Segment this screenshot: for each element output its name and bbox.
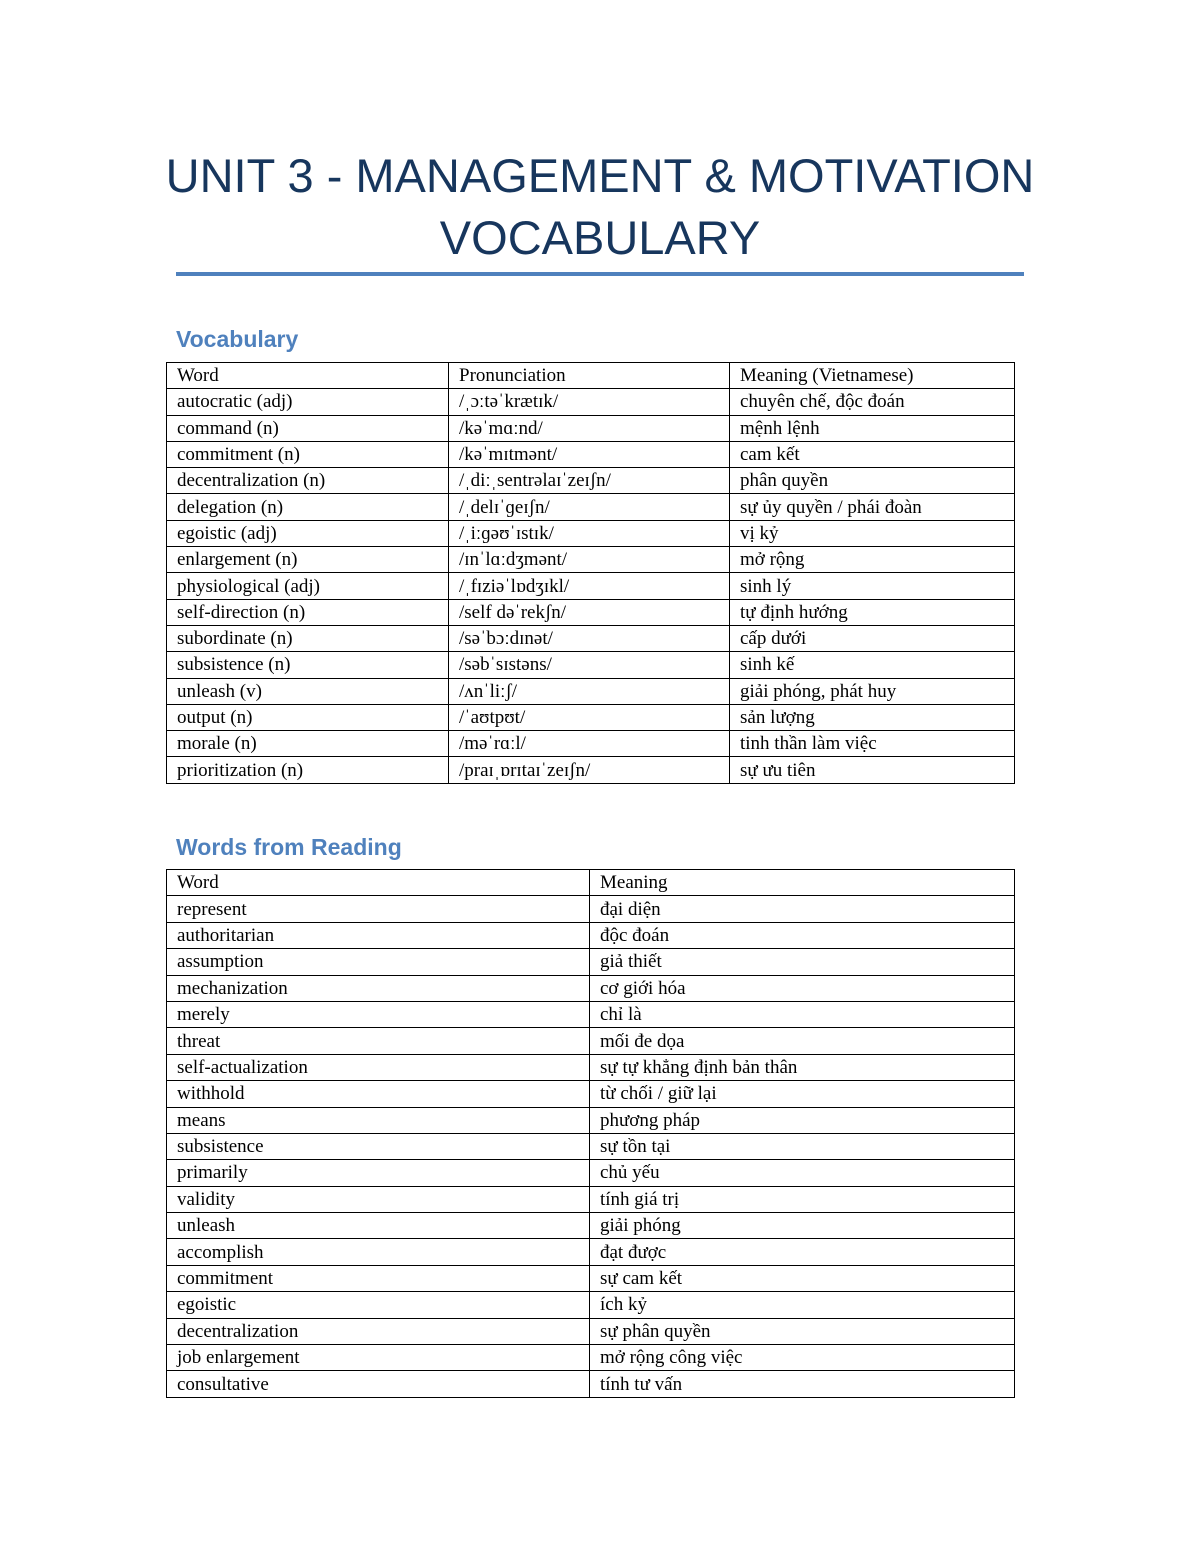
- pronunciation-cell: /praɪˌɒrɪtaɪˈzeɪʃn/: [449, 757, 730, 783]
- pronunciation-cell: /kəˈmɑːnd/: [449, 415, 730, 441]
- word-cell: validity: [167, 1186, 590, 1212]
- word-cell: commitment (n): [167, 441, 449, 467]
- meaning-cell: tự định hướng: [730, 599, 1015, 625]
- meaning-cell: giải phóng, phát huy: [730, 678, 1015, 704]
- word-cell: delegation (n): [167, 494, 449, 520]
- pronunciation-cell: /kəˈmɪtmənt/: [449, 441, 730, 467]
- meaning-cell: tính tư vấn: [590, 1371, 1015, 1397]
- word-cell: output (n): [167, 704, 449, 730]
- meaning-cell: đạt được: [590, 1239, 1015, 1265]
- word-cell: represent: [167, 896, 590, 922]
- pronunciation-cell: /ʌnˈliːʃ/: [449, 678, 730, 704]
- table-row: [167, 1001, 1015, 1027]
- reading-table: [166, 869, 1015, 1398]
- table-row: [167, 1345, 1015, 1371]
- table-row: [167, 547, 1015, 573]
- meaning-cell: sinh kế: [730, 652, 1015, 678]
- word-cell: command (n): [167, 415, 449, 441]
- table-row: [167, 1265, 1015, 1291]
- pronunciation-cell: /self dəˈrekʃn/: [449, 599, 730, 625]
- meaning-cell: sản lượng: [730, 704, 1015, 730]
- table-row: [167, 1292, 1015, 1318]
- meaning-cell: mở rộng công việc: [590, 1345, 1015, 1371]
- word-cell: unleash (v): [167, 678, 449, 704]
- table-row: [167, 731, 1015, 757]
- meaning-cell: phân quyền: [730, 468, 1015, 494]
- table-row: [167, 415, 1015, 441]
- word-cell: morale (n): [167, 731, 449, 757]
- meaning-cell: cấp dưới: [730, 625, 1015, 651]
- word-cell: withhold: [167, 1081, 590, 1107]
- meaning-cell: sự ưu tiên: [730, 757, 1015, 783]
- table-row: [167, 599, 1015, 625]
- title-line-1: UNIT 3 - MANAGEMENT & MOTIVATION: [165, 149, 1035, 202]
- table-row: [167, 1133, 1015, 1159]
- table-row: [167, 1213, 1015, 1239]
- table-row: [167, 389, 1015, 415]
- word-cell: autocratic (adj): [167, 389, 449, 415]
- word-cell: mechanization: [167, 975, 590, 1001]
- table-row: [167, 1028, 1015, 1054]
- table-row: [167, 625, 1015, 651]
- table-row: [167, 949, 1015, 975]
- word-cell: commitment: [167, 1265, 590, 1291]
- table-row: [167, 652, 1015, 678]
- meaning-cell: sự ủy quyền / phái đoàn: [730, 494, 1015, 520]
- table-row: [167, 975, 1015, 1001]
- meaning-cell: mệnh lệnh: [730, 415, 1015, 441]
- table-row: [167, 1371, 1015, 1397]
- meaning-cell: giả thiết: [590, 949, 1015, 975]
- meaning-cell: mở rộng: [730, 547, 1015, 573]
- word-cell: authoritarian: [167, 922, 590, 948]
- pronunciation-cell: /ˌiːɡəʊˈɪstɪk/: [449, 520, 730, 546]
- word-cell: unleash: [167, 1213, 590, 1239]
- meaning-cell: giải phóng: [590, 1213, 1015, 1239]
- meaning-cell: ích kỷ: [590, 1292, 1015, 1318]
- table-header-row: [167, 870, 1015, 896]
- table-row: [167, 896, 1015, 922]
- word-cell: prioritization (n): [167, 757, 449, 783]
- column-header: Word: [167, 870, 590, 896]
- meaning-cell: sự phân quyền: [590, 1318, 1015, 1344]
- word-cell: means: [167, 1107, 590, 1133]
- meaning-cell: tính giá trị: [590, 1186, 1015, 1212]
- word-cell: merely: [167, 1001, 590, 1027]
- word-cell: job enlargement: [167, 1345, 590, 1371]
- word-cell: primarily: [167, 1160, 590, 1186]
- word-cell: self-actualization: [167, 1054, 590, 1080]
- vocabulary-table: [166, 362, 1015, 784]
- table-row: [167, 1081, 1015, 1107]
- word-cell: subordinate (n): [167, 625, 449, 651]
- meaning-cell: phương pháp: [590, 1107, 1015, 1133]
- table-row: [167, 520, 1015, 546]
- word-cell: consultative: [167, 1371, 590, 1397]
- table-row: [167, 678, 1015, 704]
- word-cell: assumption: [167, 949, 590, 975]
- table-row: [167, 1186, 1015, 1212]
- meaning-cell: độc đoán: [590, 922, 1015, 948]
- pronunciation-cell: /ˌfɪziəˈlɒdʒɪkl/: [449, 573, 730, 599]
- word-cell: decentralization: [167, 1318, 590, 1344]
- pronunciation-cell: /səˈbɔːdɪnət/: [449, 625, 730, 651]
- word-cell: accomplish: [167, 1239, 590, 1265]
- meaning-cell: đại diện: [590, 896, 1015, 922]
- table-row: [167, 468, 1015, 494]
- title-underline: [176, 272, 1024, 276]
- column-header: Meaning: [590, 870, 1015, 896]
- reading-heading: Words from Reading: [176, 834, 402, 860]
- word-cell: egoistic (adj): [167, 520, 449, 546]
- meaning-cell: chủ yếu: [590, 1160, 1015, 1186]
- pronunciation-cell: /səbˈsɪstəns/: [449, 652, 730, 678]
- table-row: [167, 1318, 1015, 1344]
- pronunciation-cell: /ˌɔːtəˈkrætɪk/: [449, 389, 730, 415]
- meaning-cell: cơ giới hóa: [590, 975, 1015, 1001]
- table-row: [167, 1239, 1015, 1265]
- word-cell: self-direction (n): [167, 599, 449, 625]
- pronunciation-cell: /məˈrɑːl/: [449, 731, 730, 757]
- title-line-2: VOCABULARY: [439, 211, 761, 264]
- table-row: [167, 922, 1015, 948]
- word-cell: threat: [167, 1028, 590, 1054]
- column-header: Pronunciation: [449, 363, 730, 389]
- table-row: [167, 1054, 1015, 1080]
- meaning-cell: sự cam kết: [590, 1265, 1015, 1291]
- word-cell: decentralization (n): [167, 468, 449, 494]
- meaning-cell: chuyên chế, độc đoán: [730, 389, 1015, 415]
- table-row: [167, 441, 1015, 467]
- vocabulary-heading: Vocabulary: [176, 326, 299, 352]
- meaning-cell: cam kết: [730, 441, 1015, 467]
- meaning-cell: vị kỷ: [730, 520, 1015, 546]
- table-row: [167, 494, 1015, 520]
- pronunciation-cell: /ˌdelɪˈɡeɪʃn/: [449, 494, 730, 520]
- word-cell: egoistic: [167, 1292, 590, 1318]
- table-row: [167, 757, 1015, 783]
- meaning-cell: chỉ là: [590, 1001, 1015, 1027]
- word-cell: subsistence (n): [167, 652, 449, 678]
- table-row: [167, 1160, 1015, 1186]
- table-row: [167, 1107, 1015, 1133]
- page-title: [150, 145, 1050, 269]
- column-header: Word: [167, 363, 449, 389]
- pronunciation-cell: /ˈaʊtpʊt/: [449, 704, 730, 730]
- meaning-cell: sinh lý: [730, 573, 1015, 599]
- pronunciation-cell: /ɪnˈlɑːdʒmənt/: [449, 547, 730, 573]
- word-cell: enlargement (n): [167, 547, 449, 573]
- pronunciation-cell: /ˌdiːˌsentrəlaɪˈzeɪʃn/: [449, 468, 730, 494]
- word-cell: subsistence: [167, 1133, 590, 1159]
- column-header: Meaning (Vietnamese): [730, 363, 1015, 389]
- meaning-cell: từ chối / giữ lại: [590, 1081, 1015, 1107]
- table-header-row: [167, 363, 1015, 389]
- meaning-cell: mối đe dọa: [590, 1028, 1015, 1054]
- table-row: [167, 573, 1015, 599]
- meaning-cell: sự tự khẳng định bản thân: [590, 1054, 1015, 1080]
- table-row: [167, 704, 1015, 730]
- meaning-cell: tinh thần làm việc: [730, 731, 1015, 757]
- word-cell: physiological (adj): [167, 573, 449, 599]
- meaning-cell: sự tồn tại: [590, 1133, 1015, 1159]
